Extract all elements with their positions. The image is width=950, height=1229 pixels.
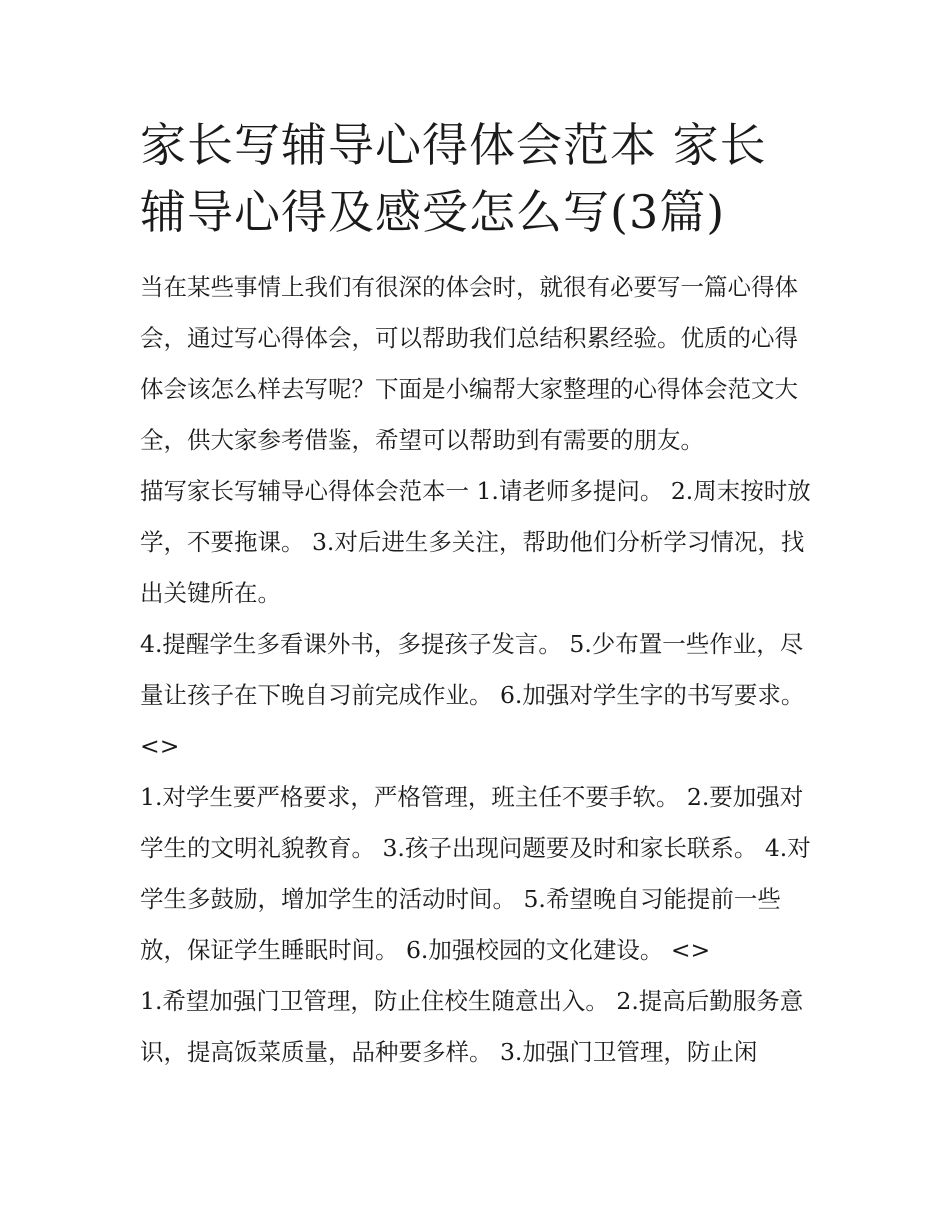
document-title bbox=[140, 112, 815, 246]
paragraph-sample-one: 描写家长写辅导心得体会范本一 1.请老师多提问。 2.周末按时放学，不要拖课。 3.对后进生多关注，帮助他们分析学习情况，找出关键所在。 bbox=[140, 477, 811, 607]
paragraph-suggestions-b: 1.对学生要严格要求，严格管理，班主任不要手软。 2.要加强对学生的文明礼貌教育。 3.孩子出现问题要及时和家长联系。 4.对学生多鼓励，增加学生的活动时间。 5.希望晚自习能提前一些放，保证学生睡眠时间。 6.加强校园的文化建设。 <> bbox=[140, 783, 811, 964]
title-line-1: 家长写辅导心得体会范本 家长 bbox=[140, 118, 767, 172]
paragraph-suggestions-a: 4.提醒学生多看课外书，多提孩子发言。 5.少布置一些作业，尽量让孩子在下晚自习前完成作业。 6.加强对学生字的书写要求。 <> bbox=[140, 630, 805, 760]
document-body bbox=[140, 262, 815, 1078]
document-content bbox=[140, 112, 815, 1078]
paragraph-suggestions-c: 1.希望加强门卫管理，防止住校生随意出入。 2.提高后勤服务意识，提高饭菜质量，品种要多样。 3.加强门卫管理，防止闲 bbox=[140, 987, 804, 1066]
paragraph-intro: 当在某些事情上我们有很深的体会时，就很有必要写一篇心得体会，通过写心得体会，可以帮助我们总结积累经验。优质的心得体会该怎么样去写呢？下面是小编帮大家整理的心得体会范文大全，供大家参考借鉴，希望可以帮助到有需要的朋友。 bbox=[140, 273, 798, 454]
title-line-2: 辅导心得及感受怎么写(3篇) bbox=[140, 185, 726, 239]
